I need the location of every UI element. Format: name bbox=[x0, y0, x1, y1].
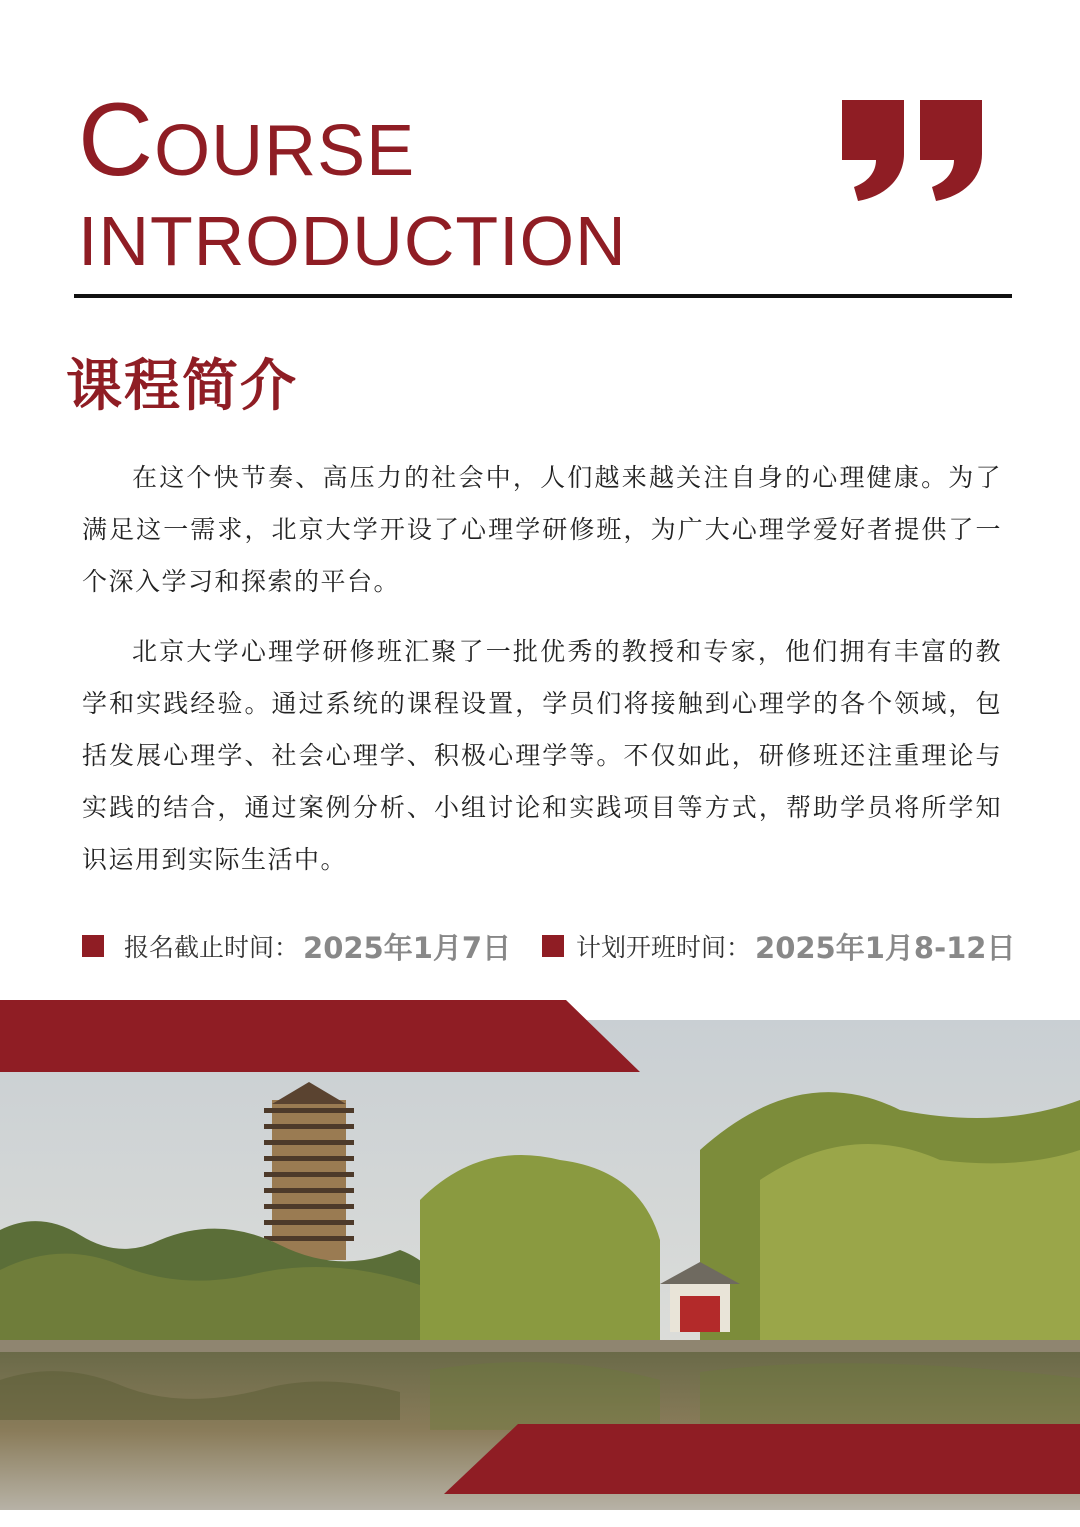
intro-text bbox=[82, 452, 1002, 904]
title-introduction: INTRODUCTION bbox=[78, 202, 627, 280]
section-title: 课程简介 bbox=[66, 354, 298, 419]
pagoda-icon bbox=[264, 1082, 354, 1260]
title-course-rest: OURSE bbox=[154, 111, 416, 191]
start-label: 计划开班时间： bbox=[576, 933, 752, 962]
start-bullet-icon bbox=[542, 935, 564, 957]
header-divider bbox=[74, 294, 1012, 298]
start-value: 2025年1月8-12日 bbox=[755, 930, 1016, 965]
deadline-label: 报名截止时间： bbox=[124, 933, 300, 962]
title-course bbox=[78, 82, 627, 198]
deadline-bullet-icon bbox=[82, 935, 104, 957]
start-info bbox=[542, 926, 1015, 966]
deadline-info bbox=[82, 926, 511, 966]
intro-paragraph-2: 北京大学心理学研修班汇聚了一批优秀的教授和专家，他们拥有丰富的教学和实践经验。通过系统的课程设置，学员们将接触到心理学的各个领域，包括发展心理学、社会心理学、积极心理学等。不仅如此，研修班还注重理论与实践的结合，通过案例分析、小组讨论和实践项目等方式，帮助学员将所学知识运用到实际生活中。 bbox=[82, 637, 1002, 874]
title-drop-cap: C bbox=[78, 82, 155, 198]
intro-paragraph-1: 在这个快节奏、高压力的社会中，人们越来越关注自身的心理健康。为了满足这一需求，北京大学开设了心理学研修班，为广大心理学爱好者提供了一个深入学习和探索的平台。 bbox=[82, 463, 1002, 596]
deadline-value: 2025年1月7日 bbox=[303, 930, 512, 965]
course-introduction-heading bbox=[78, 82, 627, 280]
closing-quote-icon bbox=[838, 100, 988, 202]
campus-pagoda-lake-photo bbox=[0, 1000, 1080, 1510]
